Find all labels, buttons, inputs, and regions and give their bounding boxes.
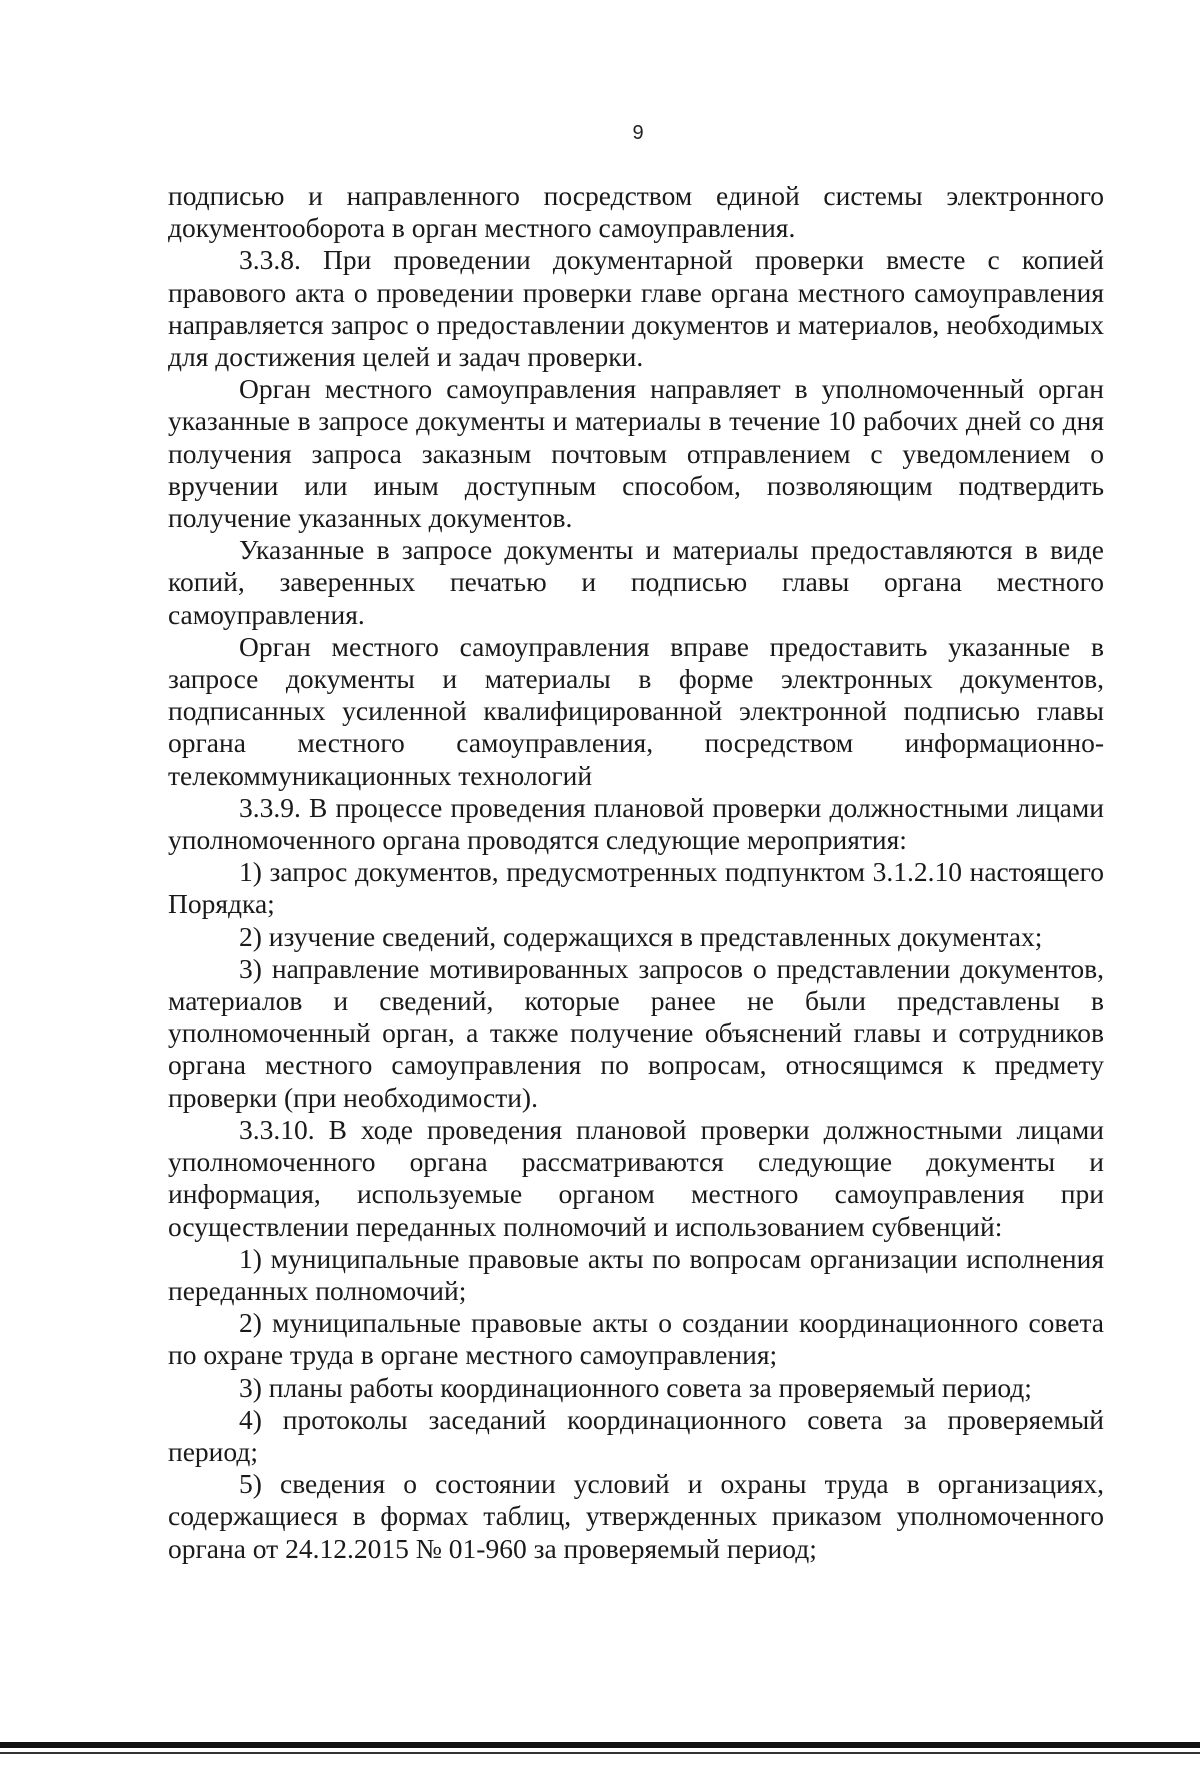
paragraph-3-3-8: 3.3.8. При проведении документарной проверки вместе с копией правового акта о проведении проверки главе органа местного самоуправления направляется запрос о предоставлении документов и материалов, необходимых для достижения целей и задач проверки. [168, 244, 1104, 373]
list-item-3-3-10-1: 1) муниципальные правовые акты по вопросам организации исполнения переданных полномочий; [168, 1242, 1104, 1306]
paragraph-3-3-10: 3.3.10. В ходе проведения плановой проверки должностными лицами уполномоченного органа рассматриваются следующие документы и информация, используемые органом местного самоуправления при осуществлении переданных полномочий и использованием субвенций: [168, 1113, 1104, 1242]
list-item-3-3-9-2: 2) изучение сведений, содержащихся в представленных документах; [239, 920, 1043, 952]
page-number: 9 [632, 122, 644, 144]
paragraph-electronic-documents: Орган местного самоуправления вправе предоставить указанные в запросе документы и материалы в форме электронных документов, подписанных усиленной квалифицированной электронной подписью главы органа местного самоуправления, посредством информационно-телекоммуникационных технологий [168, 630, 1104, 791]
list-item-3-3-10-3: 3) планы работы координационного совета за проверяемый период; [239, 1371, 1032, 1403]
list-item-3-3-10-5: 5) сведения о состоянии условий и охраны труда в организациях, содержащиеся в формах таблиц, утвержденных приказом уполномоченного органа от 24.12.2015 № 01-960 за проверяемый период; [168, 1468, 1104, 1564]
paragraph-continuation: подписью и направленного посредством единой системы электронного документооборота в орган местного самоуправления. [168, 180, 1104, 244]
list-item-3-3-10-4: 4) протоколы заседаний координационного совета за проверяемый период; [168, 1403, 1104, 1467]
list-item-3-3-9-3: 3) направление мотивированных запросов о представлении документов, материалов и сведений, которые ранее не были представлены в уполномоченный орган, а также получение объяснений главы и сотрудников органа местного самоуправления по вопросам, относящимся к предмету проверки (при необходимости). [168, 952, 1104, 1113]
document-body [168, 180, 1104, 1565]
list-item-3-3-9-1: 1) запрос документов, предусмотренных подпунктом 3.1.2.10 настоящего Порядка; [168, 856, 1104, 920]
list-item-3-3-10-2: 2) муниципальные правовые акты о создании координационного совета по охране труда в органе местного самоуправления; [168, 1307, 1104, 1371]
scan-bottom-border [0, 1742, 1200, 1748]
paragraph-3-3-9: 3.3.9. В процессе проведения плановой проверки должностными лицами уполномоченного органа проводятся следующие мероприятия: [168, 791, 1104, 856]
paragraph-response-deadline: Орган местного самоуправления направляет в уполномоченный орган указанные в запросе документы и материалы в течение 10 рабочих дней со дня получения запроса заказным почтовым отправлением с уведомлением о вручении или иным доступным способом, позволяющим подтвердить получение указанных документов. [168, 373, 1104, 534]
scan-bottom-border-thin [0, 1752, 1200, 1754]
paragraph-copies: Указанные в запросе документы и материалы предоставляются в виде копий, заверенных печатью и подписью главы органа местного самоуправления. [168, 534, 1104, 630]
